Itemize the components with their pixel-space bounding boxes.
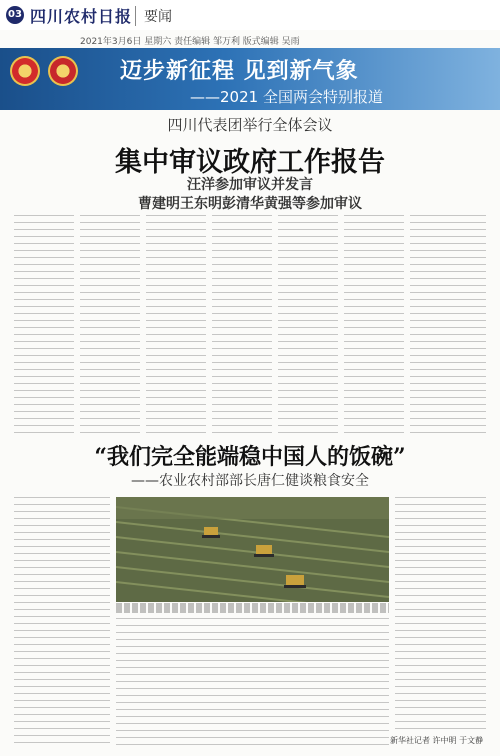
body-column bbox=[410, 215, 486, 437]
body-column bbox=[80, 215, 140, 437]
story1-headline: 集中审议政府工作报告 bbox=[115, 147, 385, 178]
story2-headline: “我们完全能端稳中国人的饭碗” bbox=[94, 444, 406, 470]
story1-kicker: 四川代表团举行全体会议 bbox=[167, 116, 333, 134]
body-column bbox=[344, 215, 404, 437]
story2-body-under-photo bbox=[116, 618, 389, 746]
body-column bbox=[212, 215, 272, 437]
story2-subhead: ——农业农村部部长唐仁健谈粮食安全 bbox=[131, 473, 369, 489]
story1-subhead-2: 曹建明王东明彭清华黄强等参加审议 bbox=[138, 196, 362, 212]
body-column bbox=[14, 215, 74, 437]
story2-body-column-left bbox=[14, 497, 110, 747]
author-credit: 新华社记者 许中明 于文静 bbox=[390, 736, 484, 745]
masthead-bar bbox=[0, 0, 500, 30]
section-name: 要闻 bbox=[135, 6, 172, 26]
dateline: 2021年3月6日 星期六 责任编辑 邹万利 版式编辑 吴雨 bbox=[80, 37, 300, 47]
newspaper-masthead: 四川农村日报 bbox=[30, 7, 133, 26]
national-emblem-icon bbox=[10, 56, 40, 86]
photo-caption bbox=[116, 603, 389, 613]
special-report-banner bbox=[0, 48, 500, 110]
story1-subhead-1: 汪洋参加审议并发言 bbox=[187, 177, 313, 193]
body-column bbox=[278, 215, 338, 437]
page-number-badge: 03 bbox=[6, 6, 24, 24]
party-emblem-icon bbox=[48, 56, 78, 86]
body-column bbox=[146, 215, 206, 437]
banner-title: 迈步新征程 见到新气象 bbox=[120, 58, 359, 84]
wheat-field-harvest-photo bbox=[116, 497, 389, 602]
story2-body-column-right bbox=[395, 497, 486, 733]
story1-body-columns bbox=[14, 215, 486, 437]
banner-subtitle: ——2021 全国两会特别报道 bbox=[190, 88, 383, 106]
